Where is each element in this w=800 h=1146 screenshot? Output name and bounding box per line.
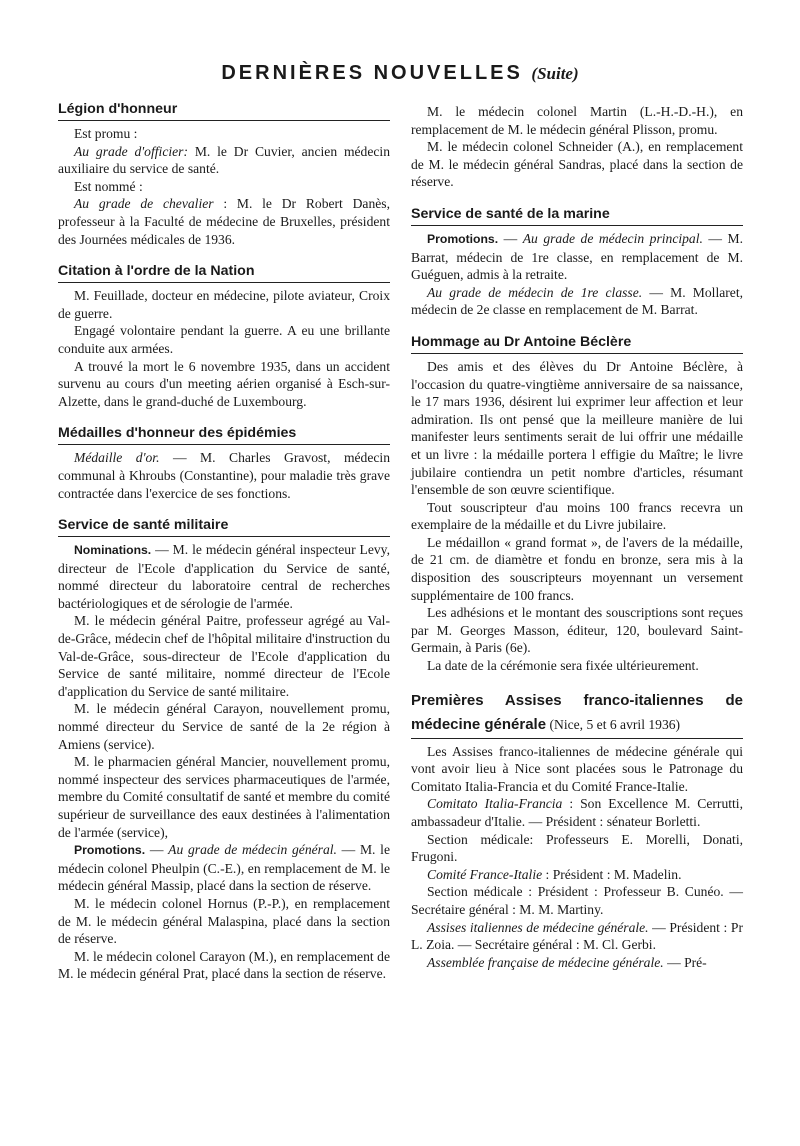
heading-epidemies: Médailles d'honneur des épidémies <box>58 424 390 445</box>
promotions-label: Promotions. <box>427 231 499 246</box>
grade-label: Au grade de médecin principal. <box>522 230 703 246</box>
committee-label: Assemblée française de médecine générale. <box>427 954 664 970</box>
section-militaire-cont <box>411 103 743 191</box>
paragraph <box>58 143 390 178</box>
paragraph-text: — M. Charles Gravost, médecin communal à Khroubs (Constantine), pour maladie très grave contractée dans l'exercice de ses fonctions. <box>58 450 390 501</box>
paragraph-text: — M. Mollaret, médecin de 2e classe en remplacement de M. Barrat. <box>411 284 743 318</box>
section-militaire <box>58 516 390 983</box>
paragraph <box>411 919 743 954</box>
paragraph-text: — M. Barrat, médecin de 1re classe, en remplacement de M. Guéguen, admis à la retraite. <box>411 230 743 283</box>
paragraph-text: — M. le médecin général inspecteur Levy, directeur de l'Ecole d'application du Service de santé, nommé directeur du laboratoire central de recherches bactériologiques et de sérologie de l'armée. <box>58 542 390 611</box>
paragraph <box>411 866 743 884</box>
paragraph: M. le médecin colonel Martin (L.-H.-D.-H.), en remplacement de M. le médecin général Plisson, promu. <box>411 104 743 137</box>
committee-label: Comité France-Italie <box>427 866 543 882</box>
paragraph-text: : Son Excellence M. Cerrutti, ambassadeur d'Italie. — Président : sénateur Borletti. <box>411 796 743 829</box>
paragraph: Les adhésions et le montant des souscriptions sont reçues par M. Georges Masson, éditeur, 120, boulevard Saint-Germain, à Paris (6e). <box>411 605 743 656</box>
paragraph: Promotions. — Au grade de médecin général. — M. le médecin colonel Pheulpin (C.-E.), en remplacement de M. le médecin général Massip, placé dans la section de réserve. <box>58 842 390 894</box>
medal-label: Médaille d'or. <box>74 450 160 466</box>
paragraph: Tout souscripteur d'au moins 100 francs recevra un exemplaire de la médaille et du Livre jubilaire. <box>411 499 743 533</box>
heading-assises <box>411 689 743 739</box>
paragraph: Est nommé : <box>74 178 143 194</box>
committee-label: Assises italiennes de médecine générale. <box>427 919 649 935</box>
paragraph: Le médaillon « grand format », de l'avers de la médaille, de 21 cm. de diamètre et fondu en bronze, sera mis à la disposition des souscripteurs moyennant un versement supplémentaire de 100 francs. <box>411 534 743 603</box>
paragraph <box>58 195 390 248</box>
grade-label: Au grade de médecin de 1re classe. <box>427 284 643 300</box>
paragraph: M. le médecin général Carayon, nouvellement promu, nommé directeur du Service de santé de la 2e région à Amiens (service). <box>58 701 390 752</box>
right-column <box>411 103 743 985</box>
paragraph-text: — M. le médecin colonel Pheulpin (C.-E.), en remplacement de M. le médecin général Massip, placé dans la section de réserve. <box>58 842 390 894</box>
grade-label: Au grade de chevalier <box>74 196 214 212</box>
page-title <box>0 62 800 85</box>
paragraph-text: — Pré- <box>663 954 707 970</box>
heading-legion: Légion d'honneur <box>58 100 390 121</box>
paragraph: Des amis et des élèves du Dr Antoine Béclère, à l'occasion du quatre-vingtième anniversaire de sa naissance, le 17 mars 1936, désirent lui exprimer leur affection et leur admiration. Ils ont pensé que la meilleure manière de lui manifester leurs sentiments serait de lui offrir une médaille et un livre : la médaille portera l effigie du Maître; le livre jubilaire contiendra un petit nombre d'articles, résumant l'ensemble de son œuvre scientifique. <box>411 358 743 498</box>
paragraph-text: M. le Dr Cuvier, ancien médecin auxiliaire du service de santé. <box>58 143 390 177</box>
paragraph: Est promu : <box>74 126 138 141</box>
paragraph: Engagé volontaire pendant la guerre. A eu une brillante conduite aux armées. <box>58 323 390 356</box>
paragraph <box>411 954 743 972</box>
paragraph-text: — Président : Pr L. Zoia. — Secrétaire général : M. Cl. Gerbi. <box>411 919 743 953</box>
paragraph-text: : Président : M. Madelin. <box>542 866 682 882</box>
paragraph: M. le médecin colonel Hornus (P.-P.), en remplacement de M. le médecin général Malaspina, placé dans la section de réserve. <box>58 895 390 947</box>
paragraph: A trouvé la mort le 6 novembre 1935, dans un accident survenu au cours d'un meeting aérien organisé à Esch-sur-Alzette, dans le grand-duché de Luxembourg. <box>58 358 390 409</box>
section-citation <box>58 262 390 410</box>
paragraph: M. Feuillade, docteur en médecine, pilote aviateur, Croix de guerre. <box>58 288 390 321</box>
page-title-text: DERNIÈRES NOUVELLES <box>221 62 523 84</box>
paragraph <box>411 284 743 319</box>
grade-label: Au grade de médecin général. <box>168 842 337 858</box>
nominations-label: Nominations. <box>74 543 152 558</box>
heading-militaire: Service de santé militaire <box>58 516 390 537</box>
section-assises <box>411 689 743 972</box>
section-epidemies <box>58 424 390 502</box>
section-legion <box>58 100 390 248</box>
grade-label: Au grade d'officier: <box>74 143 188 159</box>
heading-hommage: Hommage au Dr Antoine Béclère <box>411 333 743 354</box>
paragraph-text: : M. le Dr Robert Danès, professeur à la Faculté de médecine de Bruxelles, président des Journées médicales de 1936. <box>58 196 390 247</box>
paragraph: Promotions. — Au grade de médecin principal. — M. Barrat, médecin de 1re classe, en remplacement de M. Guéguen, admis à la retraite. <box>411 230 743 283</box>
paragraph: Section médicale: Professeurs E. Morelli, Donati, Frugoni. <box>411 831 743 865</box>
paragraph: M. le médecin général Paitre, professeur agrégé au Val-de-Grâce, médecin chef de l'hôpital militaire d'instruction du Val-de-Grâce, sous-directeur de l'Ecole d'application du Service de santé militaire, nommé directeur de l'Ecole d'application du Service de santé militaire. <box>58 613 390 699</box>
paragraph <box>58 541 390 612</box>
left-column <box>58 100 390 997</box>
paragraph <box>411 795 743 830</box>
paragraph: M. le médecin colonel Carayon (M.), en remplacement de M. le médecin général Prat, placé dans la section de réserve. <box>58 948 390 982</box>
heading-assises-text: Premières Assises franco-italiennes de médecine générale <box>411 691 743 733</box>
paragraph: M. le médecin colonel Schneider (A.), en remplacement de M. le médecin général Sandras, placé dans la section de réserve. <box>411 139 743 190</box>
paragraph: Section médicale : Président : Professeur B. Cunéo. — Secrétaire général : M. M. Martiny. <box>411 884 743 917</box>
paragraph: M. le pharmacien général Mancier, nouvellement promu, nommé inspecteur des services pharmaceutiques de l'armée, membre du Comité consultatif de santé et membre du comité supérieur de surveillance des eaux destinées à l'alimentation de l'armée (service), <box>58 754 390 840</box>
paragraph: La date de la cérémonie sera fixée ultérieurement. <box>427 658 699 674</box>
heading-citation: Citation à l'ordre de la Nation <box>58 262 390 283</box>
heading-assises-sub: (Nice, 5 et 6 avril 1936) <box>546 716 681 732</box>
paragraph <box>58 449 390 502</box>
committee-label: Comitato Italia-Francia <box>427 796 563 812</box>
page-title-suite: (Suite) <box>531 64 579 83</box>
promotions-label: Promotions. <box>74 843 146 858</box>
paragraph: Les Assises franco-italiennes de médecine générale qui vont avoir lieu à Nice sont placées sous le Patronage du Comitato Italia-Francia et du Comité France-Italie. <box>411 743 743 794</box>
heading-marine: Service de santé de la marine <box>411 205 743 226</box>
section-hommage <box>411 333 743 675</box>
section-marine <box>411 205 743 319</box>
